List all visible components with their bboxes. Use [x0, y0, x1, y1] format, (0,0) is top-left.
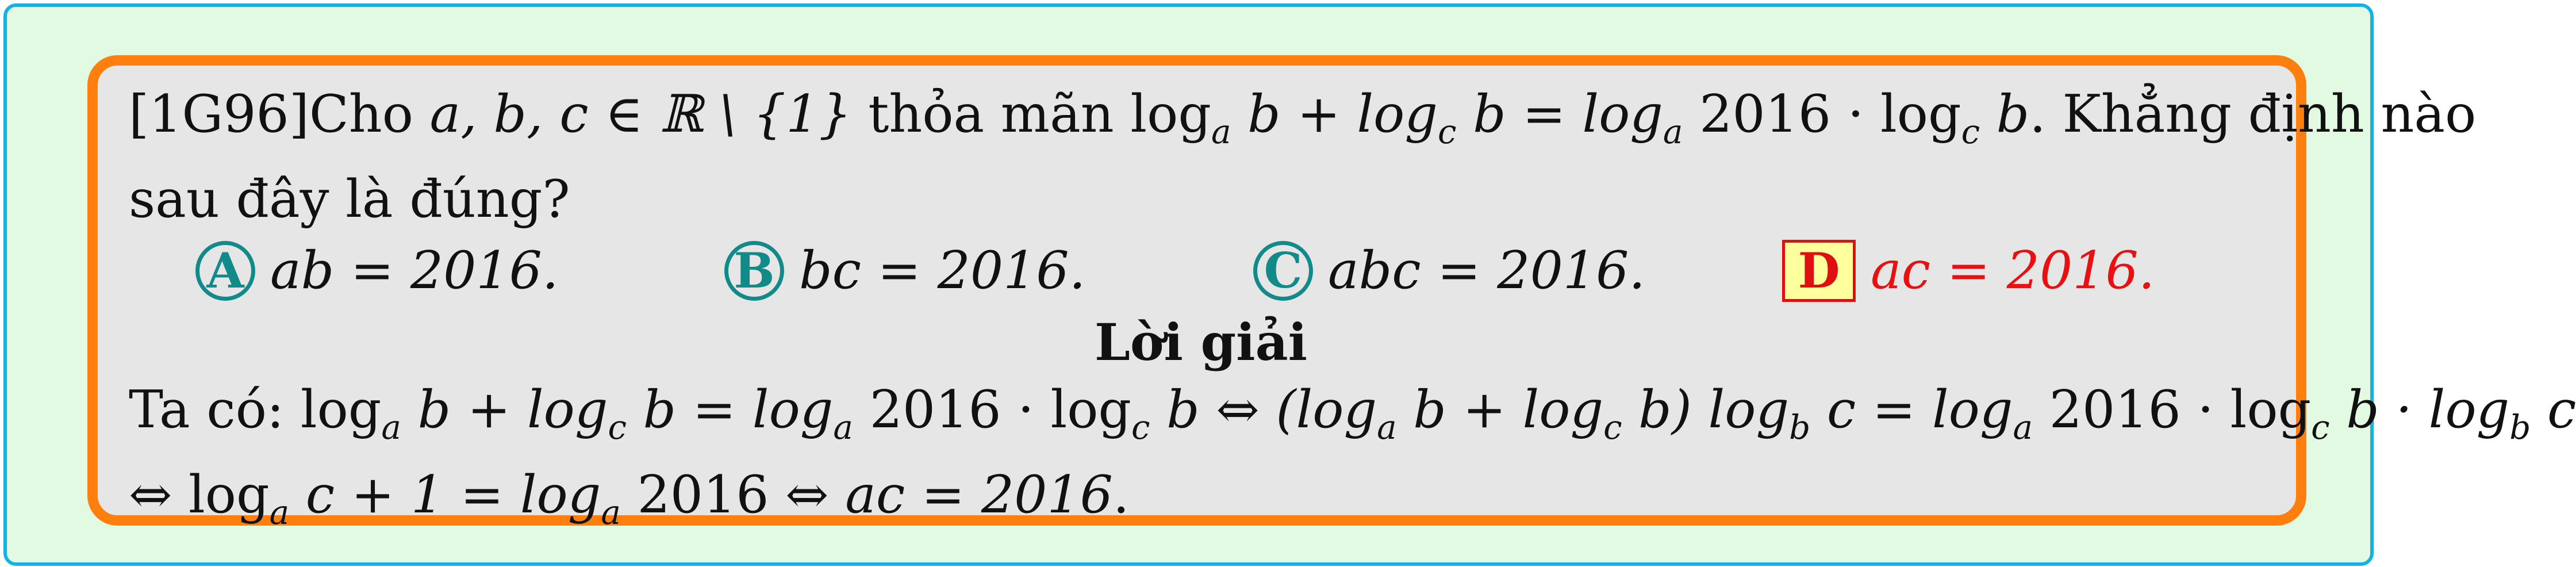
- choice-a-badge: A: [195, 241, 255, 301]
- solution-line-2: [129, 461, 2273, 546]
- math-sub: c: [608, 408, 627, 447]
- math-sub: a: [833, 408, 853, 447]
- math-expr: c + 1 = log: [289, 465, 601, 525]
- math-sub: b: [2509, 408, 2531, 447]
- math-sub: c: [1603, 408, 1622, 447]
- math-sub: a: [381, 408, 402, 447]
- choice-b[interactable]: [724, 237, 1085, 305]
- choice-d-badge: D: [1782, 240, 1856, 302]
- math-log: log: [300, 380, 382, 440]
- question-line-2: sau đây là đúng?: [129, 169, 570, 229]
- math-expr: b = log: [1456, 84, 1663, 144]
- choice-d-text: ac = 2016.: [1871, 240, 2155, 301]
- math-set: a, b, c ∈ ℝ \ {1}: [429, 84, 852, 144]
- math-sub: a: [1377, 408, 1397, 447]
- math-expr: b + log: [1231, 84, 1438, 144]
- math-expr: b = log: [626, 380, 834, 440]
- math-expr: 2016 ⇔: [620, 465, 846, 525]
- math-expr: b) log: [1622, 380, 1790, 440]
- question-line-1: [129, 81, 2477, 166]
- question-code: [1G96]: [129, 84, 309, 144]
- math-log: ⇔ log: [129, 465, 270, 525]
- math-expr: b · log: [2329, 380, 2510, 440]
- math-expr: 2016 · log: [853, 380, 1132, 440]
- question-card: [87, 55, 2576, 532]
- solution-text: Ta có:: [129, 380, 301, 440]
- question-text: . Khẳng định nào: [2029, 84, 2477, 144]
- choice-b-badge: B: [724, 241, 784, 301]
- math-sub: a: [601, 493, 621, 532]
- choice-a-text: ab = 2016.: [270, 240, 559, 301]
- math-result: ac = 2016: [845, 465, 1113, 525]
- math-sub: c: [1961, 112, 1980, 151]
- question-text: Cho: [309, 84, 430, 144]
- math-expr: 2016 · log: [2033, 380, 2312, 440]
- math-expr: b + log: [401, 380, 608, 440]
- math-expr: 2016 · log: [1683, 84, 1961, 144]
- choice-c-badge: C: [1253, 241, 1313, 301]
- question-line-1-text: [129, 81, 2476, 166]
- math-sub: a: [1663, 112, 1683, 151]
- math-sub: c: [1131, 408, 1150, 447]
- math-sub: a: [1211, 112, 1231, 151]
- math-sub: c: [1437, 112, 1457, 151]
- math-expr: c = log: [1810, 380, 2013, 440]
- choice-c-text: abc = 2016.: [1328, 240, 1645, 301]
- math-expr: b: [1980, 84, 2030, 144]
- math-expr: c: [2531, 380, 2576, 440]
- outer-frame: [3, 3, 2576, 566]
- math-log: log: [1130, 84, 1211, 144]
- choice-a[interactable]: [195, 237, 559, 305]
- solution-line-1: [129, 376, 2576, 461]
- solution-heading: Lời giải: [1094, 312, 1308, 372]
- math-expr: b ⇔ (log: [1150, 380, 1377, 440]
- question-text: thỏa mãn: [851, 84, 1131, 144]
- math-sub: a: [269, 493, 290, 532]
- solution-line-1-text: [129, 376, 2576, 461]
- choices-row: [129, 235, 2273, 308]
- choice-c[interactable]: [1253, 237, 1645, 305]
- choice-d[interactable]: [1782, 237, 2155, 305]
- math-expr: b + log: [1396, 380, 1604, 440]
- question-content: [129, 81, 2576, 546]
- choice-b-text: bc = 2016.: [799, 240, 1086, 301]
- math-sub: b: [1789, 408, 1811, 447]
- math-sub: a: [2013, 408, 2033, 447]
- math-sub: c: [2311, 408, 2330, 447]
- solution-text: .: [1112, 465, 1130, 525]
